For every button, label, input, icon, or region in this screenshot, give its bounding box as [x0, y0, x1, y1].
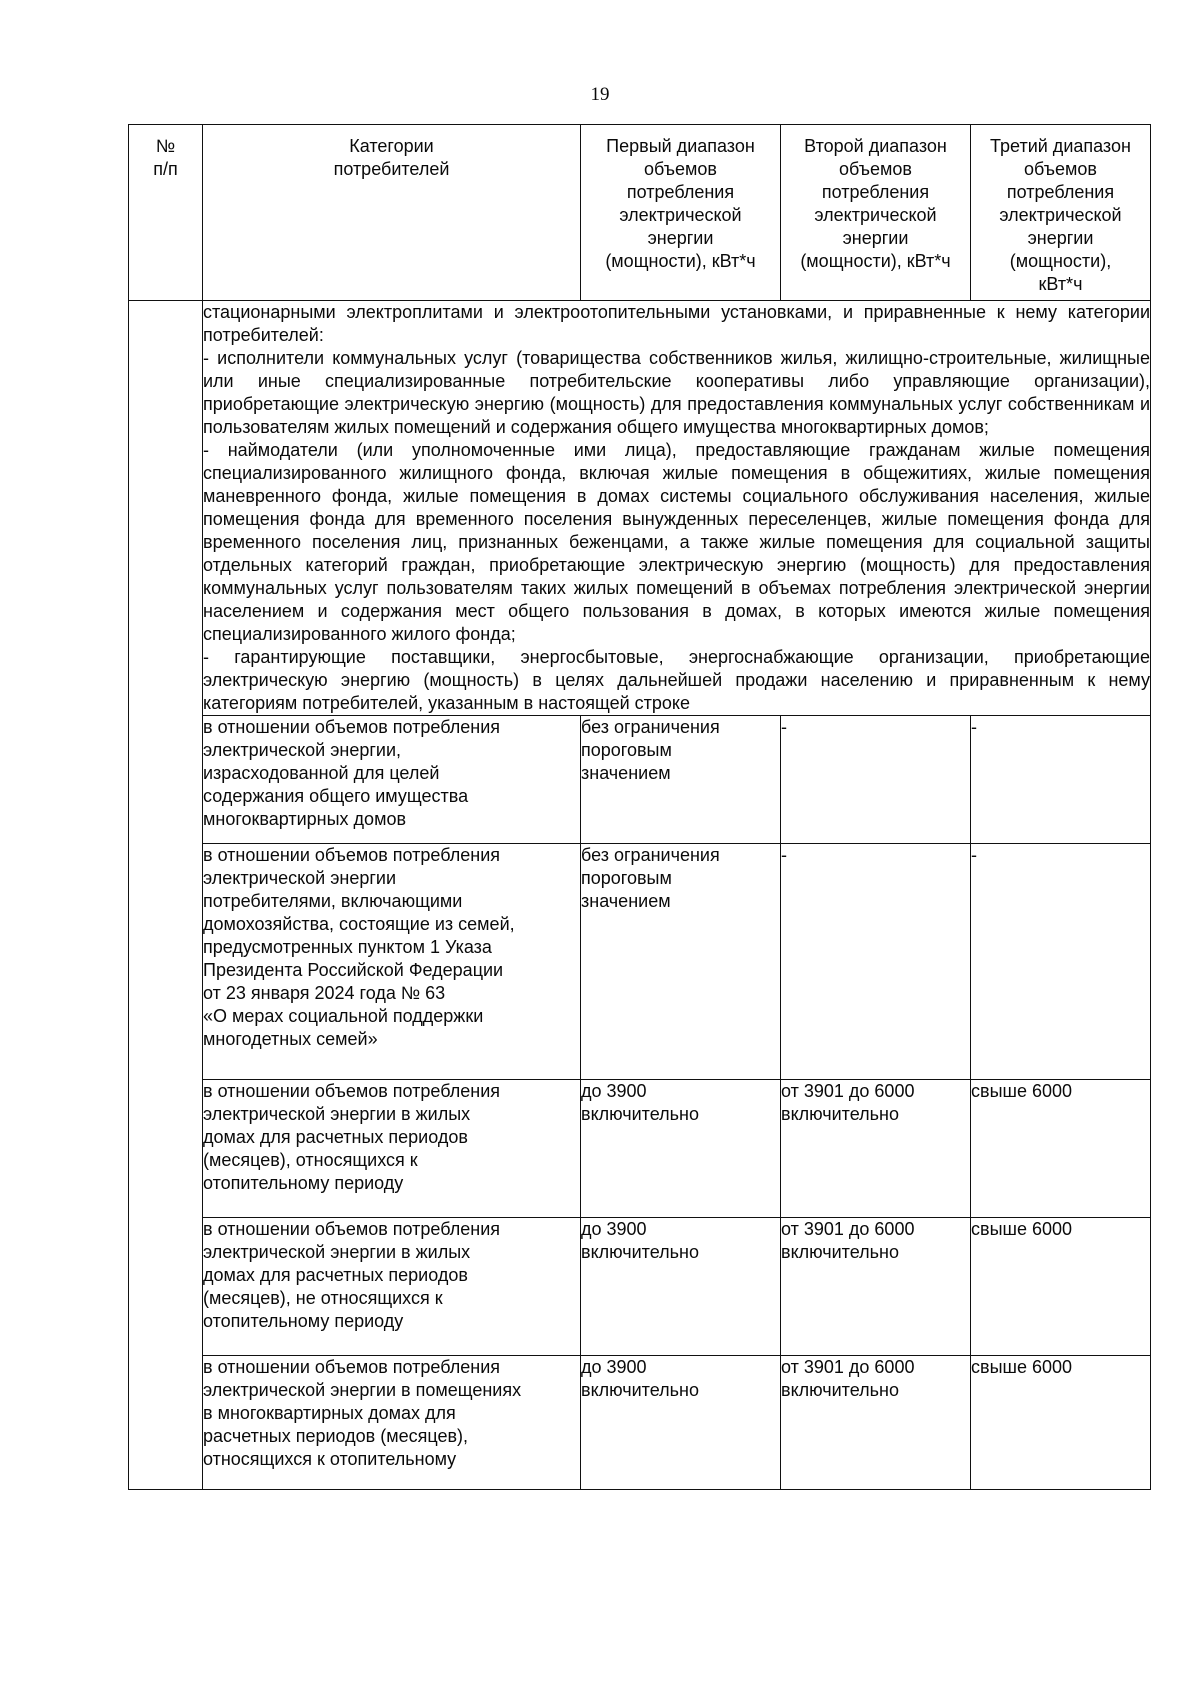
range-2-cell: - [781, 716, 971, 844]
description-paragraph: - исполнители коммунальных услуг (товарищества собственников жилья, жилищно-строительные, жилищные или иные специализированные потребительские кооперативы либо управляющие организации), приобретающие электрическую энергию (мощность) для предоставления коммунальных услуг собственникам и пользователям жилых помещений и содержания общего имущества многоквартирных домов; [203, 348, 1150, 437]
description-paragraph: стационарными электроплитами и электроотопительными установками, и приравненные к нему категории потребителей: [203, 302, 1150, 345]
range-1-cell: до 3900 включительно [581, 1080, 781, 1218]
range-1-cell: без ограничения пороговым значением [581, 844, 781, 1080]
range-3-cell: - [971, 716, 1151, 844]
row-number-cell [129, 301, 203, 1490]
range-1-cell: до 3900 включительно [581, 1218, 781, 1356]
header-number: № п/п [129, 125, 203, 301]
header-range-3: Третий диапазон объемов потребления электрической энергии (мощности), кВт*ч [971, 125, 1151, 301]
category-description [203, 301, 1151, 716]
table-row [129, 1080, 1151, 1218]
header-range-2: Второй диапазон объемов потребления электрической энергии (мощности), кВт*ч [781, 125, 971, 301]
range-1-cell: до 3900 включительно [581, 1356, 781, 1490]
header-range-1: Первый диапазон объемов потребления электрической энергии (мощности), кВт*ч [581, 125, 781, 301]
description-row [129, 301, 1151, 716]
table-row [129, 716, 1151, 844]
description-paragraph: - гарантирующие поставщики, энергосбытовые, энергоснабжающие организации, приобретающие электрическую энергию (мощность) в целях дальнейшей продажи населению и приравненным к нему категориям потребителей, указанным в настоящей строке [203, 647, 1150, 713]
range-3-cell: - [971, 844, 1151, 1080]
range-2-cell: от 3901 до 6000 включительно [781, 1218, 971, 1356]
category-cell: в отношении объемов потребления электрической энергии в жилых домах для расчетных периодов (месяцев), относящихся к отопительному периоду [203, 1080, 581, 1218]
category-cell: в отношении объемов потребления электрической энергии в помещениях в многоквартирных домах для расчетных периодов (месяцев), относящихся к отопительному [203, 1356, 581, 1490]
consumer-tariff-table [128, 124, 1151, 1490]
range-2-cell: от 3901 до 6000 включительно [781, 1080, 971, 1218]
range-3-cell: свыше 6000 [971, 1080, 1151, 1218]
table-header-row [129, 125, 1151, 301]
page-number: 19 [590, 84, 610, 105]
category-cell: в отношении объемов потребления электрической энергии в жилых домах для расчетных периодов (месяцев), не относящихся к отопительному периоду [203, 1218, 581, 1356]
range-2-cell: от 3901 до 6000 включительно [781, 1356, 971, 1490]
category-cell: в отношении объемов потребления электрической энергии потребителями, включающими домохозяйства, состоящие из семей, предусмотренных пунктом 1 Указа Президента Российской Федерации от 23 января 2024 года № 63 «О мерах социальной поддержки многодетных семей» [203, 844, 581, 1080]
table-row [129, 1356, 1151, 1490]
range-2-cell: - [781, 844, 971, 1080]
range-3-cell: свыше 6000 [971, 1218, 1151, 1356]
table-row [129, 844, 1151, 1080]
description-paragraph: - наймодатели (или уполномоченные ими лица), предоставляющие гражданам жилые помещения специализированного жилищного фонда, включая жилые помещения в общежитиях, жилые помещения маневренного фонда, жилые помещения в домах системы социального обслуживания населения, жилые помещения фонда для временного поселения вынужденных переселенцев, жилые помещения фонда для временного поселения лиц, признанных беженцами, а также жилые помещения для социальной защиты отдельных категорий граждан, приобретающие электрическую энергию (мощность) для предоставления коммунальных услуг пользователям таких жилых помещений в объемах потребления электрической энергии населением и содержания мест общего пользования в домах, в которых имеются жилые помещения специализированного жилого фонда; [203, 440, 1150, 644]
table-row [129, 1218, 1151, 1356]
range-3-cell: свыше 6000 [971, 1356, 1151, 1490]
range-1-cell: без ограничения пороговым значением [581, 716, 781, 844]
header-category: Категории потребителей [203, 125, 581, 301]
category-cell: в отношении объемов потребления электрической энергии, израсходованной для целей содержания общего имущества многоквартирных домов [203, 716, 581, 844]
